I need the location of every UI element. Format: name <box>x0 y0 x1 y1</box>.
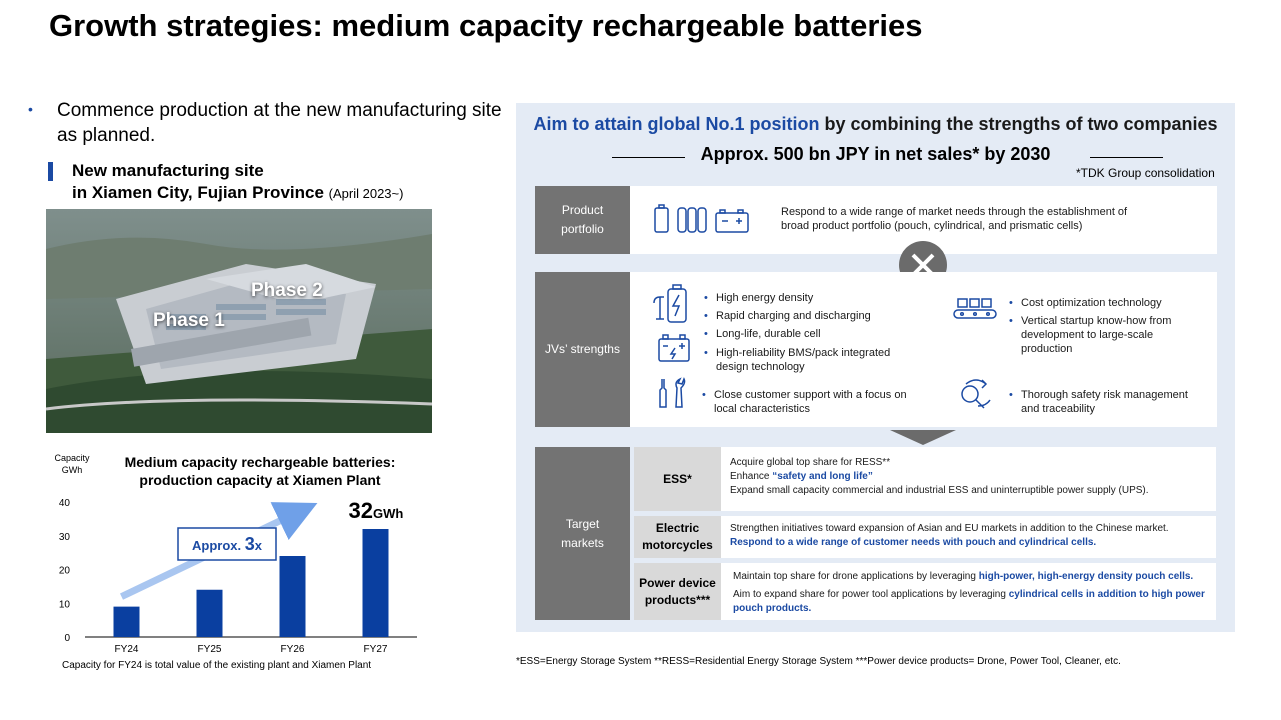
chart-title <box>95 453 425 489</box>
y-tick-label: 0 <box>64 633 70 644</box>
product-text-line1: Respond to a wide range of market needs through the establishment of <box>781 206 1128 218</box>
site-title <box>72 160 512 205</box>
y-tick-label: 20 <box>58 565 70 577</box>
jv-left-item-3: • Long-life, durable cell <box>704 327 934 341</box>
chart-title-line2: production capacity at Xiamen Plant <box>139 472 381 488</box>
power-device-text <box>733 570 1211 616</box>
x-tick-label: FY25 <box>197 644 222 655</box>
x-tick-label: FY27 <box>363 644 388 655</box>
capacity-bar-chart <box>40 490 430 660</box>
plant-photo <box>46 209 432 433</box>
y-tick-label: 30 <box>58 531 70 543</box>
conveyor-icon <box>952 296 998 322</box>
bullet-text: Commence production at the new manufacturing site as planned. <box>57 100 502 146</box>
power-label-line2: products*** <box>644 592 711 607</box>
ess-text <box>730 456 1210 498</box>
aim-rest: by combining the strengths of two companies <box>824 114 1218 134</box>
x-tick-label: FY26 <box>280 644 305 655</box>
power-line1-pre: Maintain top share for drone applications by leveraging <box>733 571 976 582</box>
jv-right-safety: • Thorough safety risk management and traceability <box>1009 388 1194 416</box>
power-label-line1: Power device <box>639 575 716 590</box>
fy27-value-label: 32GWh <box>348 498 404 523</box>
product-portfolio-text <box>781 205 1201 233</box>
ess-line2-pre: Enhance <box>730 471 770 482</box>
bar-fy24 <box>114 607 140 637</box>
chart-title-line1: Medium capacity rechargeable batteries: <box>124 454 396 470</box>
plant-aerial-image <box>46 209 432 433</box>
jv-left-item-2: • Rapid charging and discharging <box>704 309 934 323</box>
bar-fy25 <box>197 590 223 637</box>
moto-line2: Respond to a wide range of customer needs with pouch and cylindrical cells. <box>730 537 1097 548</box>
moto-label-line2: motorcycles <box>642 538 713 552</box>
site-date: (April 2023~) <box>328 186 404 201</box>
battery-cells-icon <box>652 204 752 236</box>
site-title-line2: in Xiamen City, Fujian Province <box>72 183 324 202</box>
moto-line1: Strengthen initiatives toward expansion of Asian and EU markets in addition to the Chinese market. <box>730 523 1169 534</box>
jv-strengths-label: JVs’ strengths <box>535 272 630 427</box>
target-markets-label <box>535 447 630 620</box>
site-title-line1: New manufacturing site <box>72 161 264 180</box>
chart-y-axis-label <box>50 452 94 476</box>
ess-label: ESS* <box>634 447 721 511</box>
x-tick-label: FY24 <box>114 644 139 655</box>
ess-line2-highlight: “safety and long life” <box>772 471 873 482</box>
safety-search-icon <box>956 376 994 414</box>
y-label-line2: GWh <box>61 465 83 475</box>
motorcycles-label <box>634 516 721 558</box>
battery-charge-icon <box>652 283 690 325</box>
jv-left-support: • Close customer support with a focus on local characteristics <box>702 388 917 416</box>
ess-line1: Acquire global top share for RESS** <box>730 457 891 468</box>
product-label-line1: Product <box>561 203 604 217</box>
tools-icon <box>656 376 692 410</box>
product-label-line2: portfolio <box>561 222 604 236</box>
y-tick-label: 40 <box>58 498 70 509</box>
ess-line3: Expand small capacity commercial and industrial ESS and uninterruptible power supply (UPS). <box>730 485 1149 496</box>
product-text-line2: broad product portfolio (pouch, cylindrical, and prismatic cells) <box>781 220 1083 232</box>
section-marker-bar <box>48 162 53 181</box>
bullet-marker: • <box>28 101 33 117</box>
bar-fy26 <box>280 556 306 637</box>
phase-2-label: Phase 2 <box>251 280 323 301</box>
product-portfolio-label <box>535 186 630 254</box>
tdk-note: *TDK Group consolidation <box>1076 166 1215 180</box>
power-line2-pre: Aim to expand share for power tool applications by leveraging <box>733 589 1006 600</box>
y-tick-label: 10 <box>58 599 70 611</box>
power-device-label <box>634 563 721 620</box>
moto-label-line1: Electric <box>655 521 700 535</box>
phase-1-label: Phase 1 <box>153 310 225 331</box>
page-title: Growth strategies: medium capacity rechargeable batteries <box>49 8 923 43</box>
power-line1-highlight: high-power, high-energy density pouch cells. <box>978 571 1194 582</box>
jv-left-item-4: • High-reliability BMS/pack integrated design technology <box>704 346 919 374</box>
sales-target: Approx. 500 bn JPY in net sales* by 2030 <box>700 144 1051 164</box>
down-arrow-icon <box>890 430 956 446</box>
markets-label-line1: Target <box>565 516 600 531</box>
approx-callout-text: Approx. 3x <box>192 534 262 554</box>
aim-heading <box>516 114 1235 135</box>
jv-right-item-1: • Cost optimization technology <box>1009 296 1209 310</box>
chart-note: Capacity for FY24 is total value of the existing plant and Xiamen Plant <box>62 660 372 671</box>
markets-label-line2: markets <box>561 535 604 550</box>
aim-highlight: Aim to attain global No.1 position <box>533 114 820 134</box>
motorcycles-text <box>730 522 1214 550</box>
jv-left-item-1: • High energy density <box>704 291 934 305</box>
bar-fy27 <box>363 529 389 637</box>
footnote: *ESS=Energy Storage System **RESS=Residential Energy Storage System ***Power device products= Drone, Power Tool, Cleaner, etc. <box>516 656 1121 667</box>
jv-right-item-2: • Vertical startup know-how from development to large-scale production <box>1009 314 1194 356</box>
battery-plus-minus-icon <box>656 333 692 365</box>
power-line2-highlight: cylindrical cells in addition to high power pouch products. <box>733 589 1205 614</box>
y-label-line1: Capacity <box>54 453 90 463</box>
